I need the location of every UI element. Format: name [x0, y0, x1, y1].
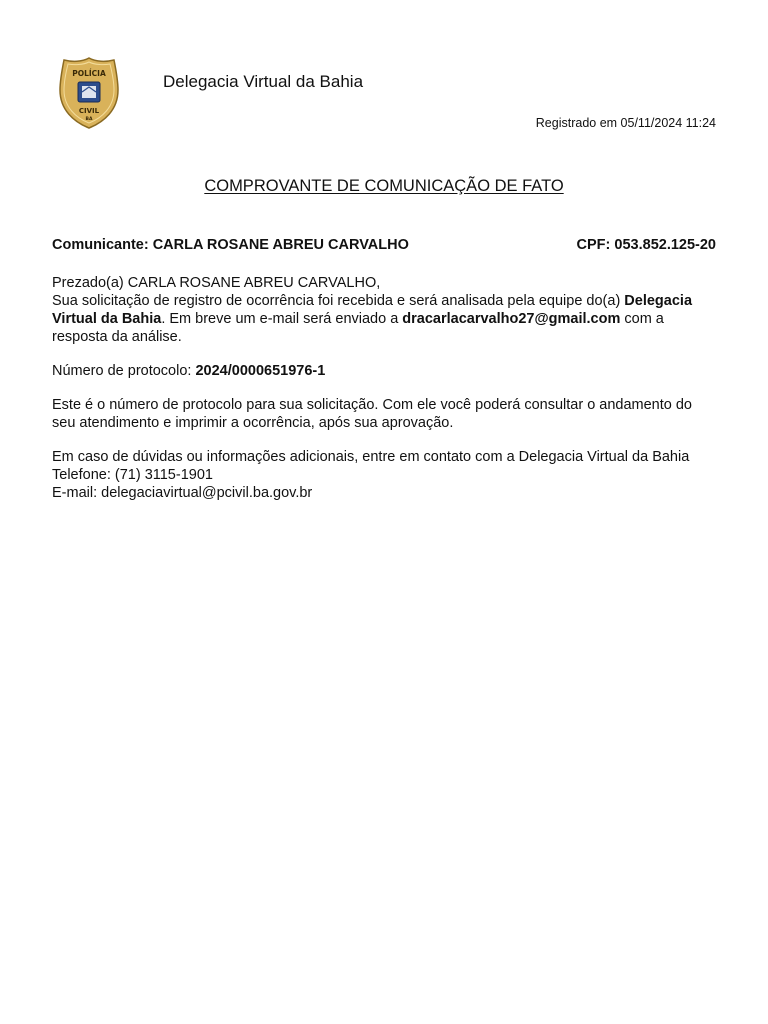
document-body: [52, 274, 716, 518]
message-email: dracarlacarvalho27@gmail.com: [402, 311, 621, 327]
message-part3: com a resposta da análise.: [52, 311, 664, 345]
badge-text-top: POLÍCIA: [72, 69, 106, 78]
contact-paragraph: [52, 448, 716, 502]
policia-civil-badge-icon: [58, 56, 120, 130]
protocol-info: Este é o número de protocolo para sua solicitação. Com ele você poderá consultar o andamento do seu atendimento e imprimir a ocorrência, após sua aprovação.: [52, 397, 692, 431]
contact-email: E-mail: delegaciavirtual@pcivil.ba.gov.br: [52, 485, 313, 501]
org-name: Delegacia Virtual da Bahia: [163, 72, 364, 91]
registered-timestamp: Registrado em 05/11/2024 11:24: [535, 116, 716, 130]
protocol-value: 2024/0000651976-1: [195, 363, 326, 379]
protocol-paragraph: [52, 362, 716, 380]
contact-intro: Em caso de dúvidas ou informações adicionais, entre em contato com a Delegacia Virtual da Bahia: [52, 449, 690, 465]
greeting: Prezado(a) CARLA ROSANE ABREU CARVALHO,: [52, 275, 381, 291]
badge-text-state: BA: [85, 117, 93, 122]
comunicante-label: Comunicante:: [52, 237, 149, 253]
message-part1: Sua solicitação de registro de ocorrência foi recebida e será analisada pela equipe do(a): [52, 293, 625, 309]
contact-phone: Telefone: (71) 3115-1901: [52, 467, 213, 483]
comunicante: [52, 237, 409, 253]
message-org: Delegacia Virtual da Bahia: [52, 293, 693, 327]
message-part2: . Em breve um e-mail será enviado a: [161, 311, 403, 327]
cpf-label: CPF:: [576, 237, 611, 253]
cpf: [577, 237, 716, 253]
protocol-label: Número de protocolo:: [52, 363, 196, 379]
message-paragraph: [52, 274, 716, 346]
document-title: COMPROVANTE DE COMUNICAÇÃO DE FATO: [204, 177, 564, 195]
badge-text-bottom: CIVIL: [78, 107, 100, 115]
cpf-value: 053.852.125-20: [614, 237, 716, 253]
comunicante-name: CARLA ROSANE ABREU CARVALHO: [152, 237, 409, 253]
comunicante-row: [52, 237, 716, 253]
